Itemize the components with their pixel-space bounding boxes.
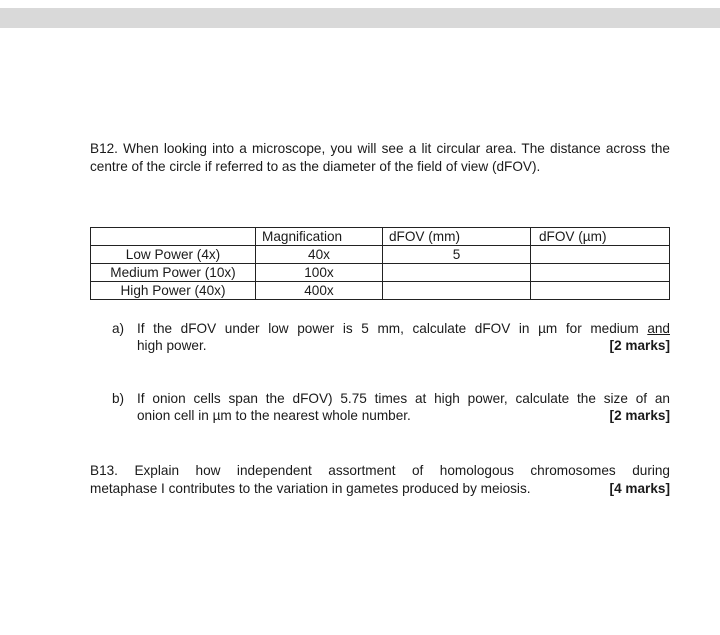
b13-line2: [90, 480, 670, 498]
table-cell: 100x: [256, 264, 383, 282]
table-cell: Low Power (4x): [91, 246, 256, 264]
table-header-cell: dFOV (µm): [531, 228, 670, 246]
question-b12-text: B12. When looking into a microscope, you will see a lit circular area. The distance across the centre of the circle if referred to as the diameter of the field of view (dFOV).: [90, 141, 670, 174]
b13-line2-text: metaphase I contributes to the variation in gametes produced by meiosis.: [90, 481, 531, 496]
part-a-line2-text: high power.: [137, 338, 207, 353]
part-b-line1: If onion cells span the dFOV) 5.75 times at high power, calculate the size of an: [137, 391, 670, 406]
part-a-letter: a): [112, 321, 125, 336]
part-a-line2: [137, 337, 670, 354]
table-row: [91, 264, 670, 282]
table-cell: 400x: [256, 282, 383, 300]
part-a-marks: [2 marks]: [609, 338, 670, 353]
table-cell[interactable]: [383, 282, 531, 300]
part-a-body: [137, 320, 670, 354]
table-cell[interactable]: [531, 282, 670, 300]
part-b-letter: b): [112, 391, 125, 406]
table-header-cell: dFOV (mm): [383, 228, 531, 246]
table-row: [91, 246, 670, 264]
table-cell: Medium Power (10x): [91, 264, 256, 282]
table-header-cell: [91, 228, 256, 246]
table-header-cell: Magnification: [256, 228, 383, 246]
part-b-marks: [2 marks]: [609, 408, 670, 423]
part-a-line1: [137, 320, 670, 337]
part-a-underlined-and: and: [647, 321, 670, 336]
table-cell[interactable]: [531, 264, 670, 282]
question-b13: [90, 462, 670, 498]
table-cell[interactable]: [531, 246, 670, 264]
part-b-body: [137, 390, 670, 424]
table-cell: 40x: [256, 246, 383, 264]
table-cell: 5: [383, 246, 531, 264]
top-gray-bar: [0, 8, 720, 28]
b13-marks: [4 marks]: [609, 481, 670, 496]
part-b-line2-text: onion cell in µm to the nearest whole number.: [137, 408, 411, 423]
table-header-row: [91, 228, 670, 246]
table-row: [91, 282, 670, 300]
table-cell: High Power (40x): [91, 282, 256, 300]
b13-line1: B13. Explain how independent assortment of homologous chromosomes during: [90, 463, 670, 478]
part-b-line2: [137, 407, 670, 424]
table-cell[interactable]: [383, 264, 531, 282]
part-a-line1-text: If the dFOV under low power is 5 mm, calculate dFOV in µm for medium: [137, 321, 648, 336]
dfov-table: [90, 227, 670, 300]
